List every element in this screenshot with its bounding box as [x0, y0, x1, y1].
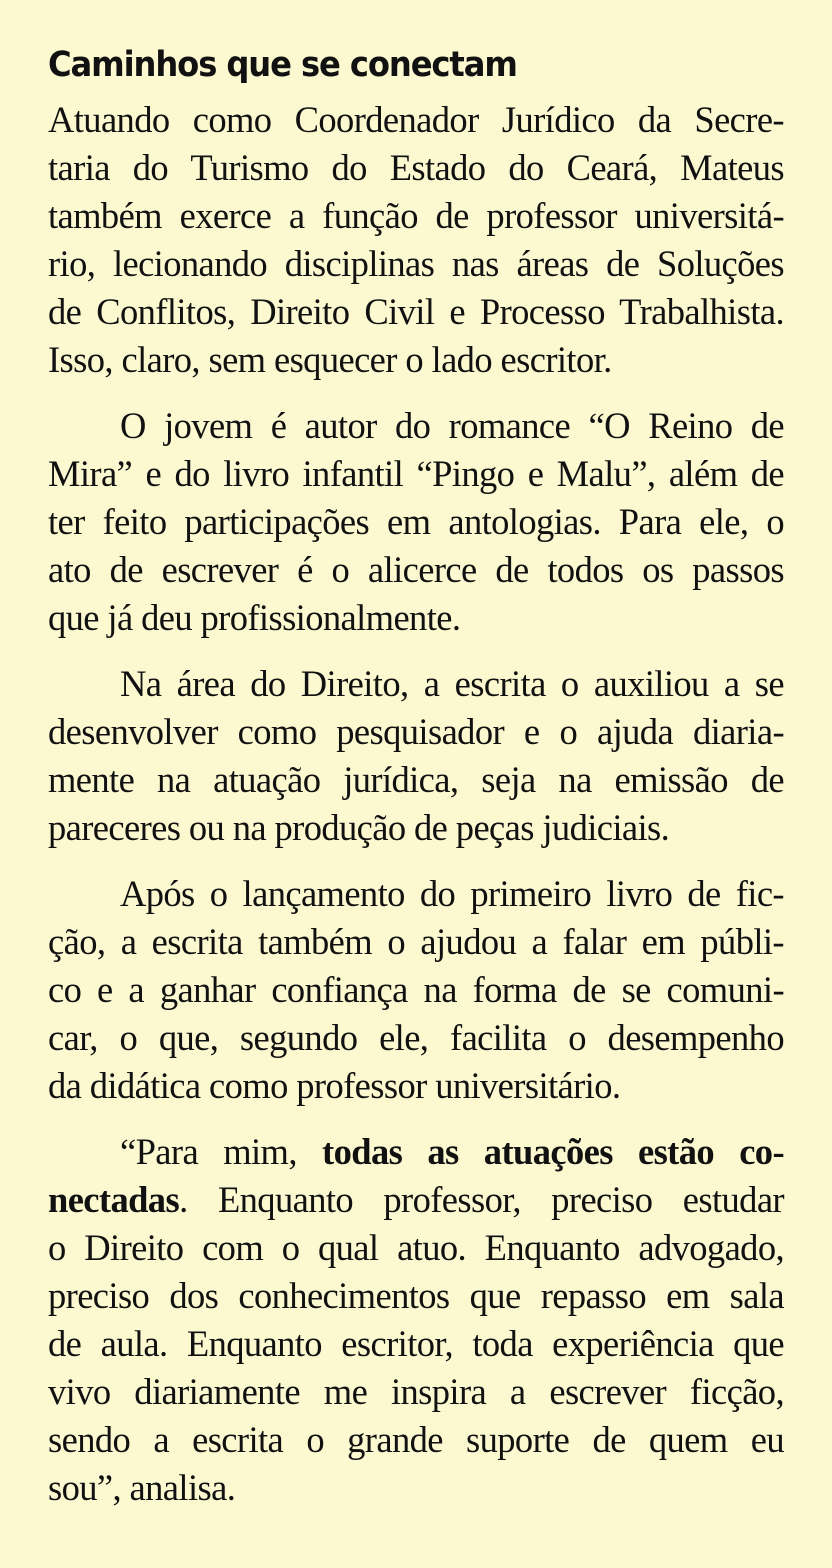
paragraph-2: [48, 402, 784, 642]
text-line: Na área do Direito, a escrita o auxiliou a se: [120, 663, 784, 704]
text-line: de Conflitos, Direito Civil e Processo Trabalhista.: [48, 291, 784, 332]
text-line: O jovem é autor do romance “O Reino de: [120, 405, 784, 446]
text-line: sou”, analisa.: [48, 1467, 236, 1508]
text-line: Após o lançamento do primeiro livro de fic-: [120, 873, 784, 914]
article: [48, 40, 784, 1530]
text-line: sendo a escrita o grande suporte de quem eu: [48, 1419, 784, 1460]
text-line: desenvolver como pesquisador e o ajuda diaria-: [48, 711, 784, 752]
text-line: Isso, claro, sem esquecer o lado escritor.: [48, 339, 612, 380]
text-line: [48, 1128, 784, 1176]
text-line: ter feito participações em antologias. Para ele, o: [48, 501, 784, 542]
text-line: Atuando como Coordenador Jurídico da Secre-: [48, 99, 784, 140]
paragraph-5-quote: [48, 1128, 784, 1512]
text-line: de aula. Enquanto escritor, toda experiência que: [48, 1323, 784, 1364]
text-line: mente na atuação jurídica, seja na emissão de: [48, 759, 784, 800]
text-line: ção, a escrita também o ajudou a falar em públi-: [48, 921, 784, 962]
quote-text: . Enquanto professor, preciso estudar: [179, 1179, 784, 1220]
text-line: co e a ganhar confiança na forma de se comuni-: [48, 969, 784, 1010]
paragraph-3: [48, 660, 784, 852]
paragraph-4: [48, 870, 784, 1110]
text-line: [48, 1176, 784, 1224]
text-line: da didática como professor universitário.: [48, 1065, 621, 1106]
text-line: pareceres ou na produção de peças judiciais.: [48, 807, 670, 848]
text-line: preciso dos conhecimentos que repasso em sala: [48, 1275, 784, 1316]
text-line: o Direito com o qual atuo. Enquanto advogado,: [48, 1227, 784, 1268]
quote-prefix: “Para mim,: [120, 1131, 323, 1172]
text-line: vivo diariamente me inspira a escrever ficção,: [48, 1371, 784, 1412]
text-line: ato de escrever é o alicerce de todos os passos: [48, 549, 784, 590]
article-title: Caminhos que se conectam: [48, 45, 517, 85]
paragraph-1: [48, 96, 784, 384]
text-line: também exerce a função de professor universitá-: [48, 195, 784, 236]
bold-emphasis: nectadas: [48, 1179, 180, 1220]
text-line: car, o que, segundo ele, facilita o desempenho: [48, 1017, 784, 1058]
text-line: que já deu profissionalmente.: [48, 597, 461, 638]
text-line: taria do Turismo do Estado do Ceará, Mateus: [48, 147, 784, 188]
text-line: Mira” e do livro infantil “Pingo e Malu”, além de: [48, 453, 784, 494]
bold-emphasis: todas as atuações estão co-: [322, 1131, 784, 1172]
text-line: rio, lecionando disciplinas nas áreas de Soluções: [48, 243, 784, 284]
